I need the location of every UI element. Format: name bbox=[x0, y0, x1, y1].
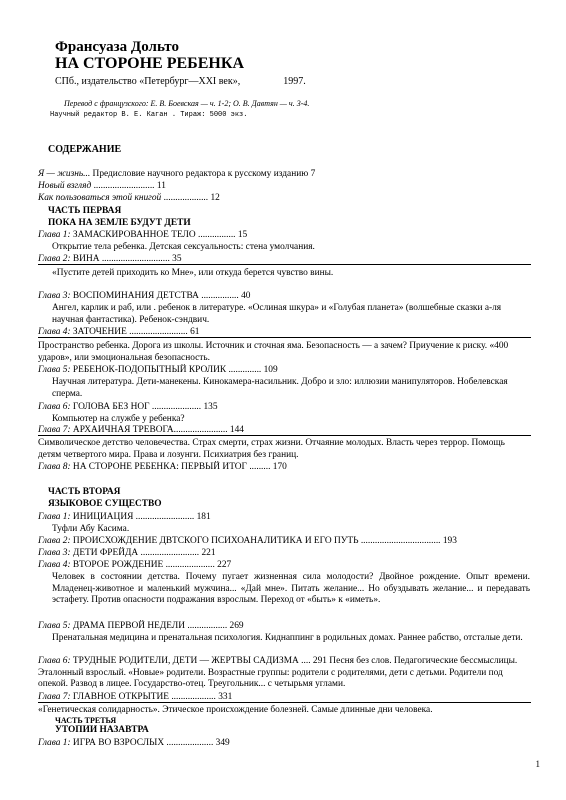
chapter-summary: «Пустите детей приходить ко Мне», или откуда берется чувство вины. bbox=[52, 268, 334, 278]
chapter-number: Глава 6: bbox=[38, 656, 71, 666]
chapter-title: АРХАИЧНАЯ ТРЕВОГА....................... 144 bbox=[70, 425, 244, 435]
chapter-summary: «Генетическая солидарность». Этическое происхождение болезней. Самые длинные дни человека. bbox=[38, 705, 433, 715]
chapter-title: ЗАМАСКИРОВАННОЕ ТЕЛО ................ 15 bbox=[70, 230, 248, 240]
chapter-summary: Научная литература. Дети-манекены. Кинокамера-насильник. Добро и зло: иллюзии манипуляторов. Нобелевская сперма. bbox=[52, 377, 508, 399]
chapter-title: ГЛАВНОЕ ОТКРЫТИЕ ................... 331 bbox=[70, 692, 233, 702]
chapter-title: РЕБЕНОК-ПОДОПЫТНЫЙ КРОЛИК .............. 109 bbox=[70, 365, 278, 375]
book-author: Франсуаза Дольто bbox=[55, 39, 179, 55]
chapter-number: Глава 1: bbox=[38, 230, 71, 240]
part-label: ЧАСТЬ ВТОРАЯ bbox=[48, 487, 121, 497]
toc-chapter[interactable] bbox=[38, 621, 244, 632]
chapter-summary: Компьютер на службе у ребенка? bbox=[52, 414, 185, 424]
chapter-title: ПРОИСХОЖДЕНИЕ ДВТСКОГО ПСИХОАНАЛИТИКА И ЕГО ПУТЬ .................................. 193 bbox=[70, 536, 457, 546]
chapter-title: ВТОРОЕ РОЖДЕНИЕ ..................... 227 bbox=[70, 560, 232, 570]
chapter-summary: Пренатальная медицина и пренатальная психология. Киднаппинг в родильных домах. Раннее рабство, отсталые дети. bbox=[52, 633, 523, 643]
toc-chapter[interactable] bbox=[38, 402, 218, 413]
chapter-title: ЗАТОЧЕНИЕ ......................... 61 bbox=[70, 327, 200, 337]
chapter-number: Глава 4: bbox=[38, 560, 71, 570]
toc-entry-text: .......................... 11 bbox=[91, 181, 166, 191]
part-title: УТОПИИ НАЗАВТРА bbox=[55, 725, 149, 735]
translators-line: Перевод с французского: Е. В. Боевская — ч. 1-2; О. В. Давтян — ч. 3-4. bbox=[64, 99, 310, 108]
chapter-number: Глава 1: bbox=[38, 512, 71, 522]
chapter-title: ТРУДНЫЕ РОДИТЕЛИ, ДЕТИ — ЖЕРТВЫ САДИЗМА .... 291 Песня без слов. Педагогические бессмыслицы. Эталонный взрослый. «Новые» родители. Возрастные группы: родители с родителями, дети с детьми. Родители под опекой. Развод в лицее. Государство-отец. Треугольник... с четырьмя углами. bbox=[38, 656, 518, 690]
chapter-number: Глава 2: bbox=[38, 254, 71, 264]
chapter-number: Глава 5: bbox=[38, 621, 71, 631]
divider bbox=[38, 264, 531, 265]
toc-chapter[interactable] bbox=[38, 512, 211, 523]
part-title: ПОКА НА ЗЕМЛЕ БУДУТ ДЕТИ bbox=[48, 218, 191, 228]
chapter-number: Глава 1: bbox=[38, 738, 71, 748]
chapter-summary: Открытие тела ребенка. Детская сексуальность: стена умолчания. bbox=[52, 242, 315, 252]
part-label: ЧАСТЬ ПЕРВАЯ bbox=[48, 206, 122, 216]
chapter-title: ИНИЦИАЦИЯ ......................... 181 bbox=[70, 512, 211, 522]
contents-heading: СОДЕРЖАНИЕ bbox=[48, 144, 122, 155]
toc-entry[interactable] bbox=[38, 181, 166, 192]
divider bbox=[38, 337, 531, 338]
chapter-summary: Пространство ребенка. Дорога из школы. Источник и сточная яма. Безопасность — а зачем? Приучение к риску. «400 ударов», или эмоциональная безопасность. bbox=[38, 341, 509, 363]
page-number: 1 bbox=[535, 759, 540, 769]
publisher: СПб., издательство «Петербург—XXI век», bbox=[55, 76, 241, 87]
toc-entry-label: Я — жизнь... bbox=[38, 169, 91, 179]
editor-line: Научный редактор В. Е. Каган . Тираж: 5000 экз. bbox=[50, 111, 248, 119]
divider bbox=[38, 702, 531, 703]
chapter-number: Глава 3: bbox=[38, 548, 71, 558]
toc-chapter[interactable] bbox=[38, 560, 231, 571]
toc-entry[interactable] bbox=[38, 193, 220, 204]
divider bbox=[38, 435, 531, 436]
toc-entry-text: ................... 12 bbox=[161, 193, 220, 203]
toc-entry[interactable] bbox=[38, 169, 315, 180]
toc-chapter[interactable] bbox=[38, 230, 247, 241]
chapter-title: ВИНА ............................. 35 bbox=[70, 254, 182, 264]
toc-chapter[interactable] bbox=[38, 548, 216, 559]
toc-chapter[interactable] bbox=[38, 462, 287, 473]
toc-chapter[interactable] bbox=[38, 365, 278, 376]
chapter-number: Глава 4: bbox=[38, 327, 71, 337]
chapter-number: Глава 6: bbox=[38, 402, 71, 412]
chapter-summary: Человек в состоянии детства. Почему пугает жизненная сила молодости? Двойное рождение. Опыт времени. Младенец-животное и маленький мужчина... «Дай мне». Питать желание... Но обуздывать желание... и передавать эстафету. Против опасности подражания взрослым. Переход от «быть» к «иметь». bbox=[52, 572, 530, 606]
chapter-title: ИГРА ВО ВЗРОСЛЫХ .................... 349 bbox=[70, 738, 230, 748]
chapter-title: НА СТОРОНЕ РЕБЕНКА: ПЕРВЫЙ ИТОГ ......... 170 bbox=[70, 462, 287, 472]
chapter-number: Глава 7: bbox=[38, 425, 71, 435]
publication-year: 1997. bbox=[283, 76, 306, 87]
chapter-summary: Ангел, карлик и раб, или . ребенок в литературе. «Ослиная шкура» и «Голубая планета» (волшебные сказки а-ля научная фантастика). Ребенок-сэндвич. bbox=[52, 303, 502, 325]
chapter-title: ГОЛОВА БЕЗ НОГ ..................... 135 bbox=[70, 402, 218, 412]
chapter-title: ДРАМА ПЕРВОЙ НЕДЕЛИ ................. 269 bbox=[70, 621, 244, 631]
chapter-number: Глава 3: bbox=[38, 291, 71, 301]
book-title: НА СТОРОНЕ РЕБЕНКА bbox=[55, 55, 244, 72]
toc-entry-label: Как пользоваться этой книгой bbox=[38, 193, 162, 203]
chapter-number: Глава 8: bbox=[38, 462, 71, 472]
chapter-number: Глава 2: bbox=[38, 536, 71, 546]
chapter-title: ВОСПОМИНАНИЯ ДЕТСТВА ................ 40 bbox=[70, 291, 251, 301]
toc-entry-text: Предисловие научного редактора к русскому изданию 7 bbox=[90, 169, 316, 179]
chapter-title: ДЕТИ ФРЕЙДА ......................... 221 bbox=[70, 548, 216, 558]
publisher-line bbox=[55, 77, 306, 87]
chapter-number: Глава 7: bbox=[38, 692, 71, 702]
toc-chapter[interactable] bbox=[38, 738, 230, 749]
toc-chapter[interactable] bbox=[38, 536, 457, 547]
chapter-summary: Туфли Абу Касима. bbox=[52, 524, 130, 534]
chapter-number: Глава 5: bbox=[38, 365, 71, 375]
toc-chapter[interactable] bbox=[38, 656, 530, 691]
chapter-summary: Символическое детство человечества. Страх смерти, страх жизни. Отчаяние молодых. Власть через террор. Помощь детям четвертого мира. Права и лозунги. Психиатрия без границ. bbox=[38, 438, 505, 460]
part-label: ЧАСТЬ ТРЕТЬЯ bbox=[55, 716, 117, 725]
part-title: ЯЗЫКОВОЕ СУЩЕСТВО bbox=[48, 499, 162, 509]
toc-entry-label: Новый взгляд bbox=[38, 181, 92, 191]
toc-chapter[interactable] bbox=[38, 291, 250, 302]
